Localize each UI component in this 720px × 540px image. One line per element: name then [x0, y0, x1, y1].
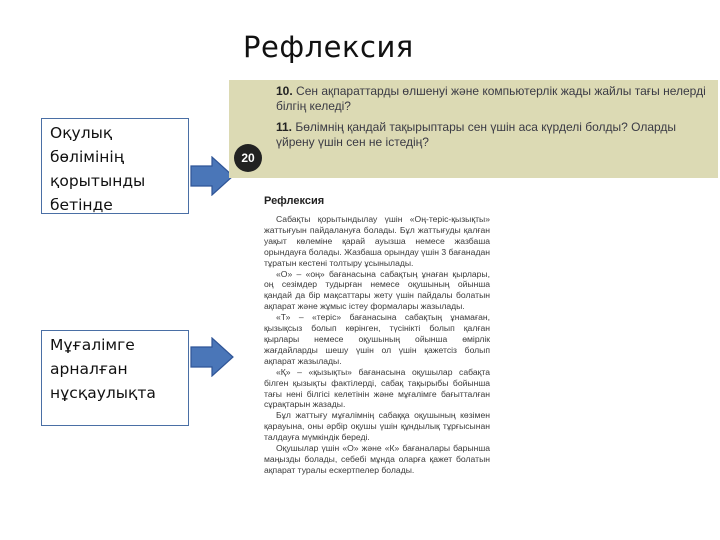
reflection-paragraph: «Т» – «теріс» бағанасына сабақтың ұнамаған, қызықсыз болып көрінген, түсінікті болып қалған қырлары немесе оқушының ойынша өмірлік жағдайларды шешу үшін ол үшін қажетсіз болып ақпарат жазылады. — [264, 312, 490, 366]
question-number: 10. — [276, 84, 293, 98]
arrow-right-icon — [190, 156, 234, 196]
callout-teacher-guide — [41, 330, 189, 426]
question-item — [276, 84, 714, 114]
reflection-paragraph: Сабақты қорытындылау үшін «Оң-теріс-қызықты» жаттығуын пайдалануға болады. Бұл жаттығуды қалған уақыт көлеміне қарай ауызша немесе жазбаша орындауға болады. Жазбаша орындау үшін 3 бағанадан тұратын кестені толтыру ұсынылады. — [264, 214, 490, 268]
question-item — [276, 120, 714, 150]
question-text: Сен ақпараттарды өлшенуі және компьютерлік жады жайлы тағы нелерді білгің келеді? — [276, 84, 706, 113]
callout-label: Мұғалімге арналған нұсқаулықта — [50, 336, 156, 402]
question-text: Бөлімнің қандай тақырыптары сен үшін аса күрделі болды? Оларды үйрену үшін сен не істедің? — [276, 120, 677, 149]
arrow-right-icon — [190, 337, 234, 377]
reflection-paragraph: Оқушылар үшін «О» және «К» бағаналары барынша маңызды болады, себебі мұнда оларға қажет болатын ақпарат туралы ескертпелер болады. — [264, 443, 490, 475]
reflection-paragraph: Бұл жаттығу мұғалімнің сабаққа оқушының көзімен қарауына, оны әрбір оқушы үшін құндылық тұрғысынан талдауға мүмкіндік береді. — [264, 410, 490, 443]
callout-textbook — [41, 118, 189, 214]
reflection-heading: Рефлексия — [264, 195, 325, 207]
slide-title: Рефлексия — [243, 30, 414, 64]
callout-label: Оқулық бөлімінің қорытынды бетінде — [50, 124, 146, 214]
reflection-body — [264, 214, 490, 476]
reflection-paragraph: «Қ» – «қызықты» бағанасына оқушылар сабақта білген қызықты фактілерді, сабақ тақырыбы бойынша тағы нені білгісі келетінін және мұғалімге бағытталған сұрақтарын жазады. — [264, 366, 490, 410]
question-number: 11. — [276, 120, 293, 134]
page-number-badge: 20 — [234, 144, 262, 172]
reflection-paragraph: «О» – «оң» бағанасына сабақтың ұнаған қырлары, оң сезімдер тудырған немесе оқушының ойынша қандай да бір мақсаттары жету үшін пайдалы болатын ақпарат және жұмыс істеу формалары жазылады. — [264, 268, 490, 312]
